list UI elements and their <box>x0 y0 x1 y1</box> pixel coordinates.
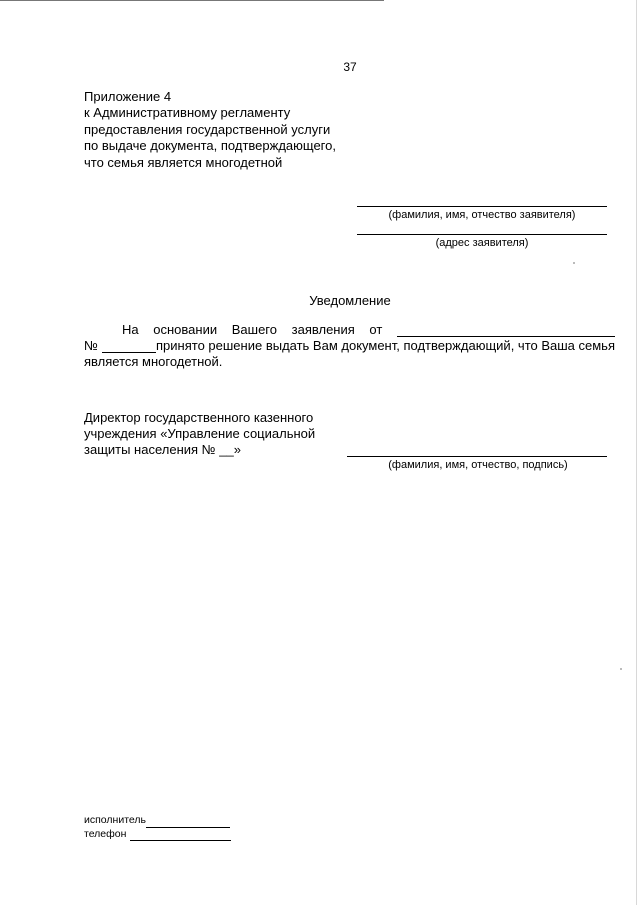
executor-blank <box>146 816 230 828</box>
application-number-blank <box>102 339 156 353</box>
executor-row <box>84 814 231 828</box>
notice-word: На <box>122 322 139 337</box>
phone-row <box>84 828 231 842</box>
appendix-line: предоставления государственной услуги <box>84 121 331 137</box>
application-date-blank <box>397 323 615 337</box>
notice-word: от <box>369 322 383 337</box>
scan-speck <box>620 668 622 670</box>
appendix-line: что семья является многодетной <box>84 154 283 170</box>
scan-top-border <box>0 0 384 1</box>
director-line: Директор государственного казенного <box>84 410 314 425</box>
applicant-name-caption: (фамилия, имя, отчество заявителя) <box>388 209 576 221</box>
page-number: 37 <box>343 60 357 74</box>
appendix-header <box>84 89 336 171</box>
executor-block <box>84 814 231 841</box>
applicant-name-line <box>357 206 607 207</box>
director-signature-caption: (фамилия, имя, отчество, подпись) <box>388 459 568 471</box>
scan-right-edge <box>636 0 637 905</box>
phone-blank <box>130 829 231 841</box>
notice-line-2-text: принято решение выдать Вам документ, подтверждающий, что Ваша семья <box>156 338 615 353</box>
director-block <box>84 410 315 459</box>
notice-number-group <box>84 338 156 353</box>
scan-speck <box>573 262 575 264</box>
applicant-address-line <box>357 234 607 235</box>
phone-label: телефон <box>84 827 127 840</box>
applicant-address-caption: (адрес заявителя) <box>435 237 529 249</box>
notice-title: Уведомление <box>309 293 391 308</box>
notice-line-3: является многодетной. <box>84 354 223 369</box>
appendix-line: по выдаче документа, подтверждающего, <box>84 138 336 154</box>
director-signature-line <box>347 456 607 457</box>
notice-word: основании <box>153 322 218 337</box>
executor-label: исполнитель <box>84 814 146 826</box>
director-line: защиты населения № __» <box>84 442 241 458</box>
director-line: учреждения «Управление социальной <box>84 426 316 442</box>
notice-line-2 <box>84 338 615 353</box>
notice-line-1 <box>84 322 615 337</box>
notice-word: Вашего <box>231 322 277 337</box>
appendix-line: к Административному регламенту <box>84 105 291 121</box>
appendix-line: Приложение 4 <box>84 89 172 104</box>
notice-number-sign: № <box>84 338 98 353</box>
notice-word: заявления <box>291 322 355 337</box>
